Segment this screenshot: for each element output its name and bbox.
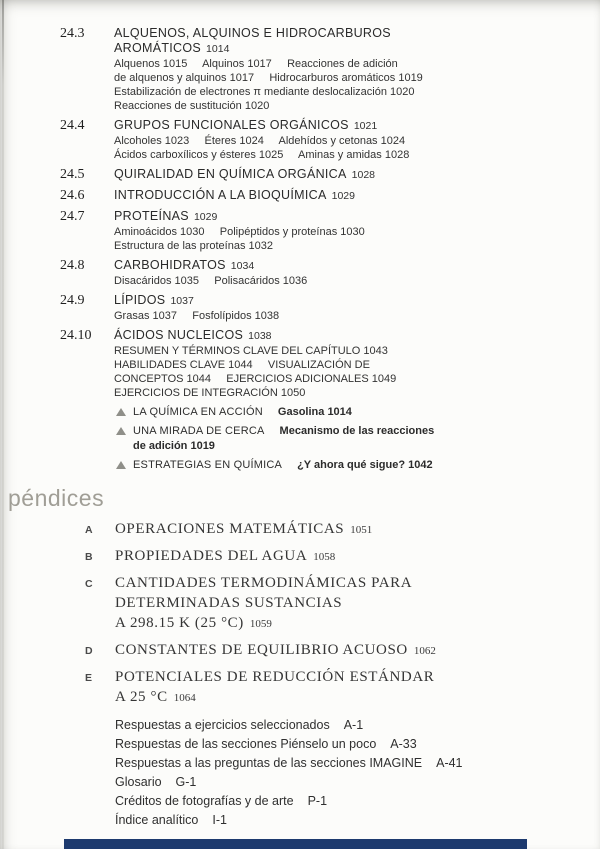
feature-title: ¿Y ahora qué sigue? 1042	[297, 459, 433, 471]
backmatter-page-number: G-1	[175, 775, 197, 789]
backmatter-label: Respuestas a ejercicios seleccionados	[115, 718, 330, 732]
appendix-letter: E	[85, 672, 93, 684]
toc-subentry: RESUMEN Y TÉRMINOS CLAVE DEL CAPÍTULO 1043	[114, 345, 388, 357]
section-title-text: GRUPOS FUNCIONALES ORGÁNICOS	[114, 118, 349, 132]
section-page-number: 1021	[353, 120, 378, 132]
feature-marker-icon	[116, 461, 126, 469]
section-title	[114, 118, 546, 134]
feature-name: UNA MIRADA DE CERCA	[133, 425, 265, 437]
toc-subentry: HABILIDADES CLAVE 1044 VISUALIZACIÓN DE	[114, 359, 370, 371]
feature-name: LA QUÍMICA EN ACCIÓN	[133, 406, 263, 418]
toc-section-24-10	[60, 328, 546, 400]
page-edge-shadow	[2, 0, 4, 849]
appendix-title	[115, 667, 434, 708]
footer-color-bar	[64, 839, 527, 849]
section-title-text: LÍPIDOS	[114, 293, 166, 307]
toc-content	[8, 26, 546, 830]
section-title	[114, 188, 546, 204]
toc-subentry: Alcoholes 1023 Éteres 1024 Aldehídos y cetonas 1024	[114, 135, 406, 147]
toc-section-24-4	[60, 118, 546, 162]
backmatter-label: Respuestas de las secciones Piénselo un poco	[115, 737, 377, 751]
section-title	[114, 209, 546, 225]
appendix-page-number: 1059	[249, 618, 272, 630]
toc-subentry: Disacáridos 1035 Polisacáridos 1036	[114, 275, 308, 287]
toc-section-24-9	[60, 293, 546, 323]
appendix-title-line: OPERACIONES MATEMÁTICAS	[115, 521, 345, 537]
appendix-entry-d	[85, 640, 546, 661]
appendix-letter: D	[85, 645, 94, 657]
toc-subentry: Estabilización de electrones π mediante deslocalización 1020	[114, 86, 415, 98]
appendix-entry-c	[85, 573, 546, 634]
toc-section-24-3	[60, 26, 546, 113]
backmatter-item	[115, 811, 546, 830]
feature-item	[116, 458, 546, 473]
section-body	[114, 258, 546, 288]
toc-subentry: de alquenos y alquinos 1017 Hidrocarburos aromáticos 1019	[114, 72, 423, 84]
feature-text	[133, 405, 546, 420]
section-body	[114, 167, 546, 183]
section-number: 24.10	[60, 328, 92, 343]
appendix-page-number: 1062	[413, 645, 436, 657]
section-title-text: INTRODUCCIÓN A LA BIOQUÍMICA	[114, 188, 327, 202]
backmatter-item	[115, 716, 546, 735]
appendices-heading: péndices	[8, 485, 105, 511]
backmatter-label: Índice analítico	[115, 813, 199, 827]
section-body	[114, 328, 546, 400]
appendix-letter: C	[85, 578, 94, 590]
appendix-entry-a	[85, 519, 546, 540]
backmatter-list	[115, 716, 546, 830]
appendix-entry-b	[85, 546, 546, 567]
section-body	[114, 188, 546, 204]
toc-section-24-8	[60, 258, 546, 288]
backmatter-label: Glosario	[115, 775, 162, 789]
section-body	[114, 26, 546, 113]
section-page-number: 1034	[230, 260, 255, 272]
section-title	[114, 258, 546, 274]
appendix-title	[115, 573, 412, 634]
backmatter-page-number: P-1	[307, 794, 328, 808]
section-title	[114, 167, 546, 183]
appendix-title-line: POTENCIALES DE REDUCCIÓN ESTÁNDAR	[115, 669, 435, 685]
feature-marker-icon	[116, 408, 126, 416]
toc-subentry: Reacciones de sustitución 1020	[114, 100, 270, 112]
feature-text	[133, 458, 546, 473]
section-number: 24.6	[60, 188, 85, 203]
section-title-text: ALQUENOS, ALQUINOS E HIDROCARBUROS	[114, 26, 391, 40]
section-number: 24.5	[60, 167, 85, 182]
section-number: 24.8	[60, 258, 85, 273]
feature-marker-icon	[116, 427, 126, 435]
appendix-page-number: 1064	[173, 692, 196, 704]
section-title	[114, 26, 546, 41]
toc-section-24-7	[60, 209, 546, 253]
toc-subentry: EJERCICIOS DE INTEGRACIÓN 1050	[114, 387, 306, 399]
section-title-text: PROTEÍNAS	[114, 209, 189, 223]
backmatter-page-number: A-41	[436, 756, 463, 770]
toc-subentry: CONCEPTOS 1044 EJERCICIOS ADICIONALES 1049	[114, 373, 397, 385]
toc-subentry: Alquenos 1015 Alquinos 1017 Reacciones de adición	[114, 58, 398, 70]
section-number: 24.4	[60, 118, 85, 133]
section-number: 24.7	[60, 209, 85, 224]
toc-section-24-5	[60, 167, 546, 183]
feature-name: ESTRATEGIAS EN QUÍMICA	[133, 459, 283, 471]
section-body	[114, 209, 546, 253]
section-page-number: 1029	[193, 211, 218, 223]
appendix-title-line: PROPIEDADES DEL AGUA	[115, 548, 308, 564]
section-number: 24.3	[60, 26, 85, 41]
section-body	[114, 293, 546, 323]
section-body	[114, 118, 546, 162]
feature-title-continued: de adición 1019	[133, 440, 215, 452]
appendix-title-line: A 25 °C	[115, 689, 168, 705]
appendix-title-line: CANTIDADES TERMODINÁMICAS PARA	[115, 575, 413, 591]
section-page-number: 1028	[351, 169, 376, 181]
backmatter-label: Respuestas a las preguntas de las secciones IMAGINE	[115, 756, 423, 770]
backmatter-page-number: A-1	[343, 718, 364, 732]
section-number: 24.9	[60, 293, 85, 308]
section-title-text: AROMÁTICOS	[114, 41, 202, 55]
appendix-page-number: 1051	[350, 524, 373, 536]
appendix-letter: A	[85, 524, 94, 536]
appendix-title-line: CONSTANTES DE EQUILIBRIO ACUOSO	[115, 642, 408, 658]
section-page-number: 1037	[170, 295, 194, 307]
section-title-text: QUIRALIDAD EN QUÍMICA ORGÁNICA	[114, 167, 347, 181]
section-title	[114, 293, 546, 309]
section-page-number: 1014	[206, 43, 230, 55]
appendix-page-number: 1058	[313, 551, 336, 563]
section-title	[114, 41, 546, 57]
toc-section-24-6	[60, 188, 546, 204]
appendix-title-line: DETERMINADAS SUSTANCIAS	[115, 595, 343, 611]
appendix-title	[115, 519, 372, 540]
feature-title: Gasolina 1014	[277, 406, 352, 418]
feature-list	[116, 405, 546, 473]
section-title	[114, 328, 546, 344]
appendix-letter: B	[85, 551, 94, 563]
toc-subentry: Estructura de las proteínas 1032	[114, 240, 273, 252]
feature-title: Mecanismo de las reacciones	[279, 425, 435, 437]
section-page-number: 1038	[248, 330, 272, 342]
backmatter-page-number: A-33	[390, 737, 417, 751]
feature-item	[116, 424, 546, 454]
toc-subentry: Aminoácidos 1030 Polipéptidos y proteínas 1030	[114, 226, 365, 238]
appendix-title	[115, 546, 335, 567]
backmatter-page-number: I-1	[212, 813, 227, 827]
appendix-title	[115, 640, 436, 661]
section-title-text: CARBOHIDRATOS	[114, 258, 226, 272]
backmatter-item	[115, 754, 546, 773]
section-page-number: 1029	[331, 190, 355, 202]
backmatter-item	[115, 773, 546, 792]
feature-item	[116, 405, 546, 420]
appendix-entry-e	[85, 667, 546, 708]
toc-subentry: Ácidos carboxílicos y ésteres 1025 Aminas y amidas 1028	[114, 149, 410, 161]
toc-subentry: Grasas 1037 Fosfolípidos 1038	[114, 310, 280, 322]
backmatter-item	[115, 735, 546, 754]
backmatter-label: Créditos de fotografías y de arte	[115, 794, 294, 808]
section-title-text: ÁCIDOS NUCLEICOS	[114, 328, 244, 342]
backmatter-item	[115, 792, 546, 811]
feature-text	[133, 424, 546, 454]
appendix-title-line: A 298.15 K (25 °C)	[115, 615, 244, 631]
